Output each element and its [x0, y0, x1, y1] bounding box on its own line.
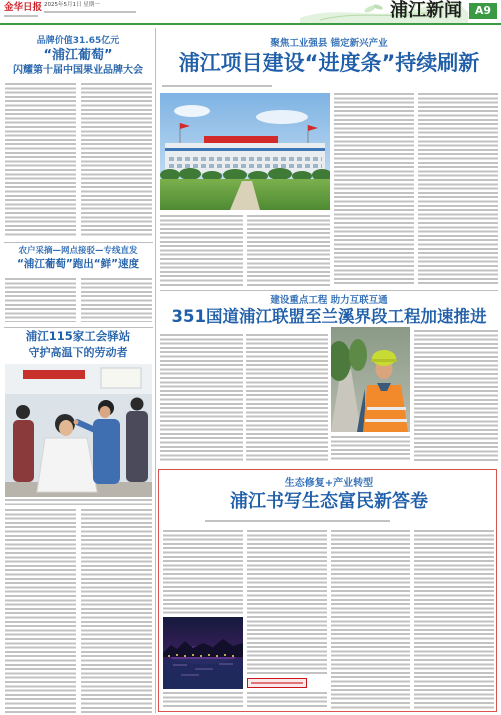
masthead-rule: [0, 23, 501, 25]
byline: [162, 85, 272, 87]
article-headline[interactable]: 浦江115家工会驿站: [25, 329, 131, 343]
body-text-column: [246, 334, 328, 462]
editor-credits: [44, 11, 136, 13]
body-text-column: [5, 83, 76, 237]
article-kicker: 建设重点工程 助力互联互通: [270, 295, 388, 306]
column-divider: [155, 28, 156, 713]
body-text-column: [81, 509, 152, 713]
section-title: 浦江新闻: [390, 0, 462, 21]
article-divider: [4, 242, 153, 243]
article-subheadline[interactable]: 闪耀第十届中国果业品牌大会: [13, 65, 143, 76]
article-kicker: 聚焦工业强县 锚定新兴产业: [270, 38, 388, 49]
body-text-column: [5, 509, 76, 713]
article-headline[interactable]: “浦江葡萄”: [43, 48, 113, 63]
body-text-column: [331, 530, 410, 709]
body-text-column: [331, 436, 410, 462]
body-text-column: [247, 692, 327, 709]
article-kicker: 农户采摘—网点接驳—专线直发: [18, 246, 138, 256]
haircut-service-photo: [5, 364, 152, 497]
body-text-column: [414, 530, 494, 709]
factory-photo: [160, 93, 330, 210]
logo-subtitle-text: [4, 15, 38, 17]
body-text-column: [5, 278, 76, 322]
road-worker-photo: [331, 327, 410, 432]
article-kicker: 生态修复+产业转型: [284, 478, 374, 489]
byline: [205, 520, 390, 523]
article-headline[interactable]: “浦江葡萄”跑出“鲜”速度: [16, 258, 140, 270]
body-text-column: [247, 530, 327, 675]
article-divider: [160, 290, 498, 291]
body-text-column: [163, 530, 243, 614]
body-text-column: [334, 93, 414, 286]
article-divider: [4, 327, 153, 328]
page-number-badge: A9: [469, 3, 497, 19]
photo-caption: [5, 499, 152, 505]
article-headline[interactable]: 351国道浦江联盟至兰溪界段工程加速推进: [171, 307, 487, 326]
body-text-column: [418, 93, 498, 286]
article-kicker: 品牌价值31.65亿元: [36, 36, 120, 46]
article-headline[interactable]: 守护高温下的劳动者: [28, 346, 128, 359]
column-label-text: [251, 682, 303, 684]
body-text-column: [81, 278, 152, 322]
issue-date: 2025年5月1日 星期一: [44, 2, 100, 8]
newspaper-logo: 金华日报: [4, 2, 43, 13]
body-text-column: [160, 334, 243, 462]
night-scenery-photo: [163, 617, 243, 689]
article-headline[interactable]: 浦江项目建设“进度条”持续刷新: [178, 51, 480, 75]
body-text-column: [414, 330, 498, 462]
body-text-column: [160, 215, 243, 286]
article-headline[interactable]: 浦江书写生态富民新答卷: [230, 491, 428, 512]
body-text-column: [163, 692, 243, 709]
body-text-column: [81, 83, 152, 237]
body-text-column: [247, 215, 330, 286]
